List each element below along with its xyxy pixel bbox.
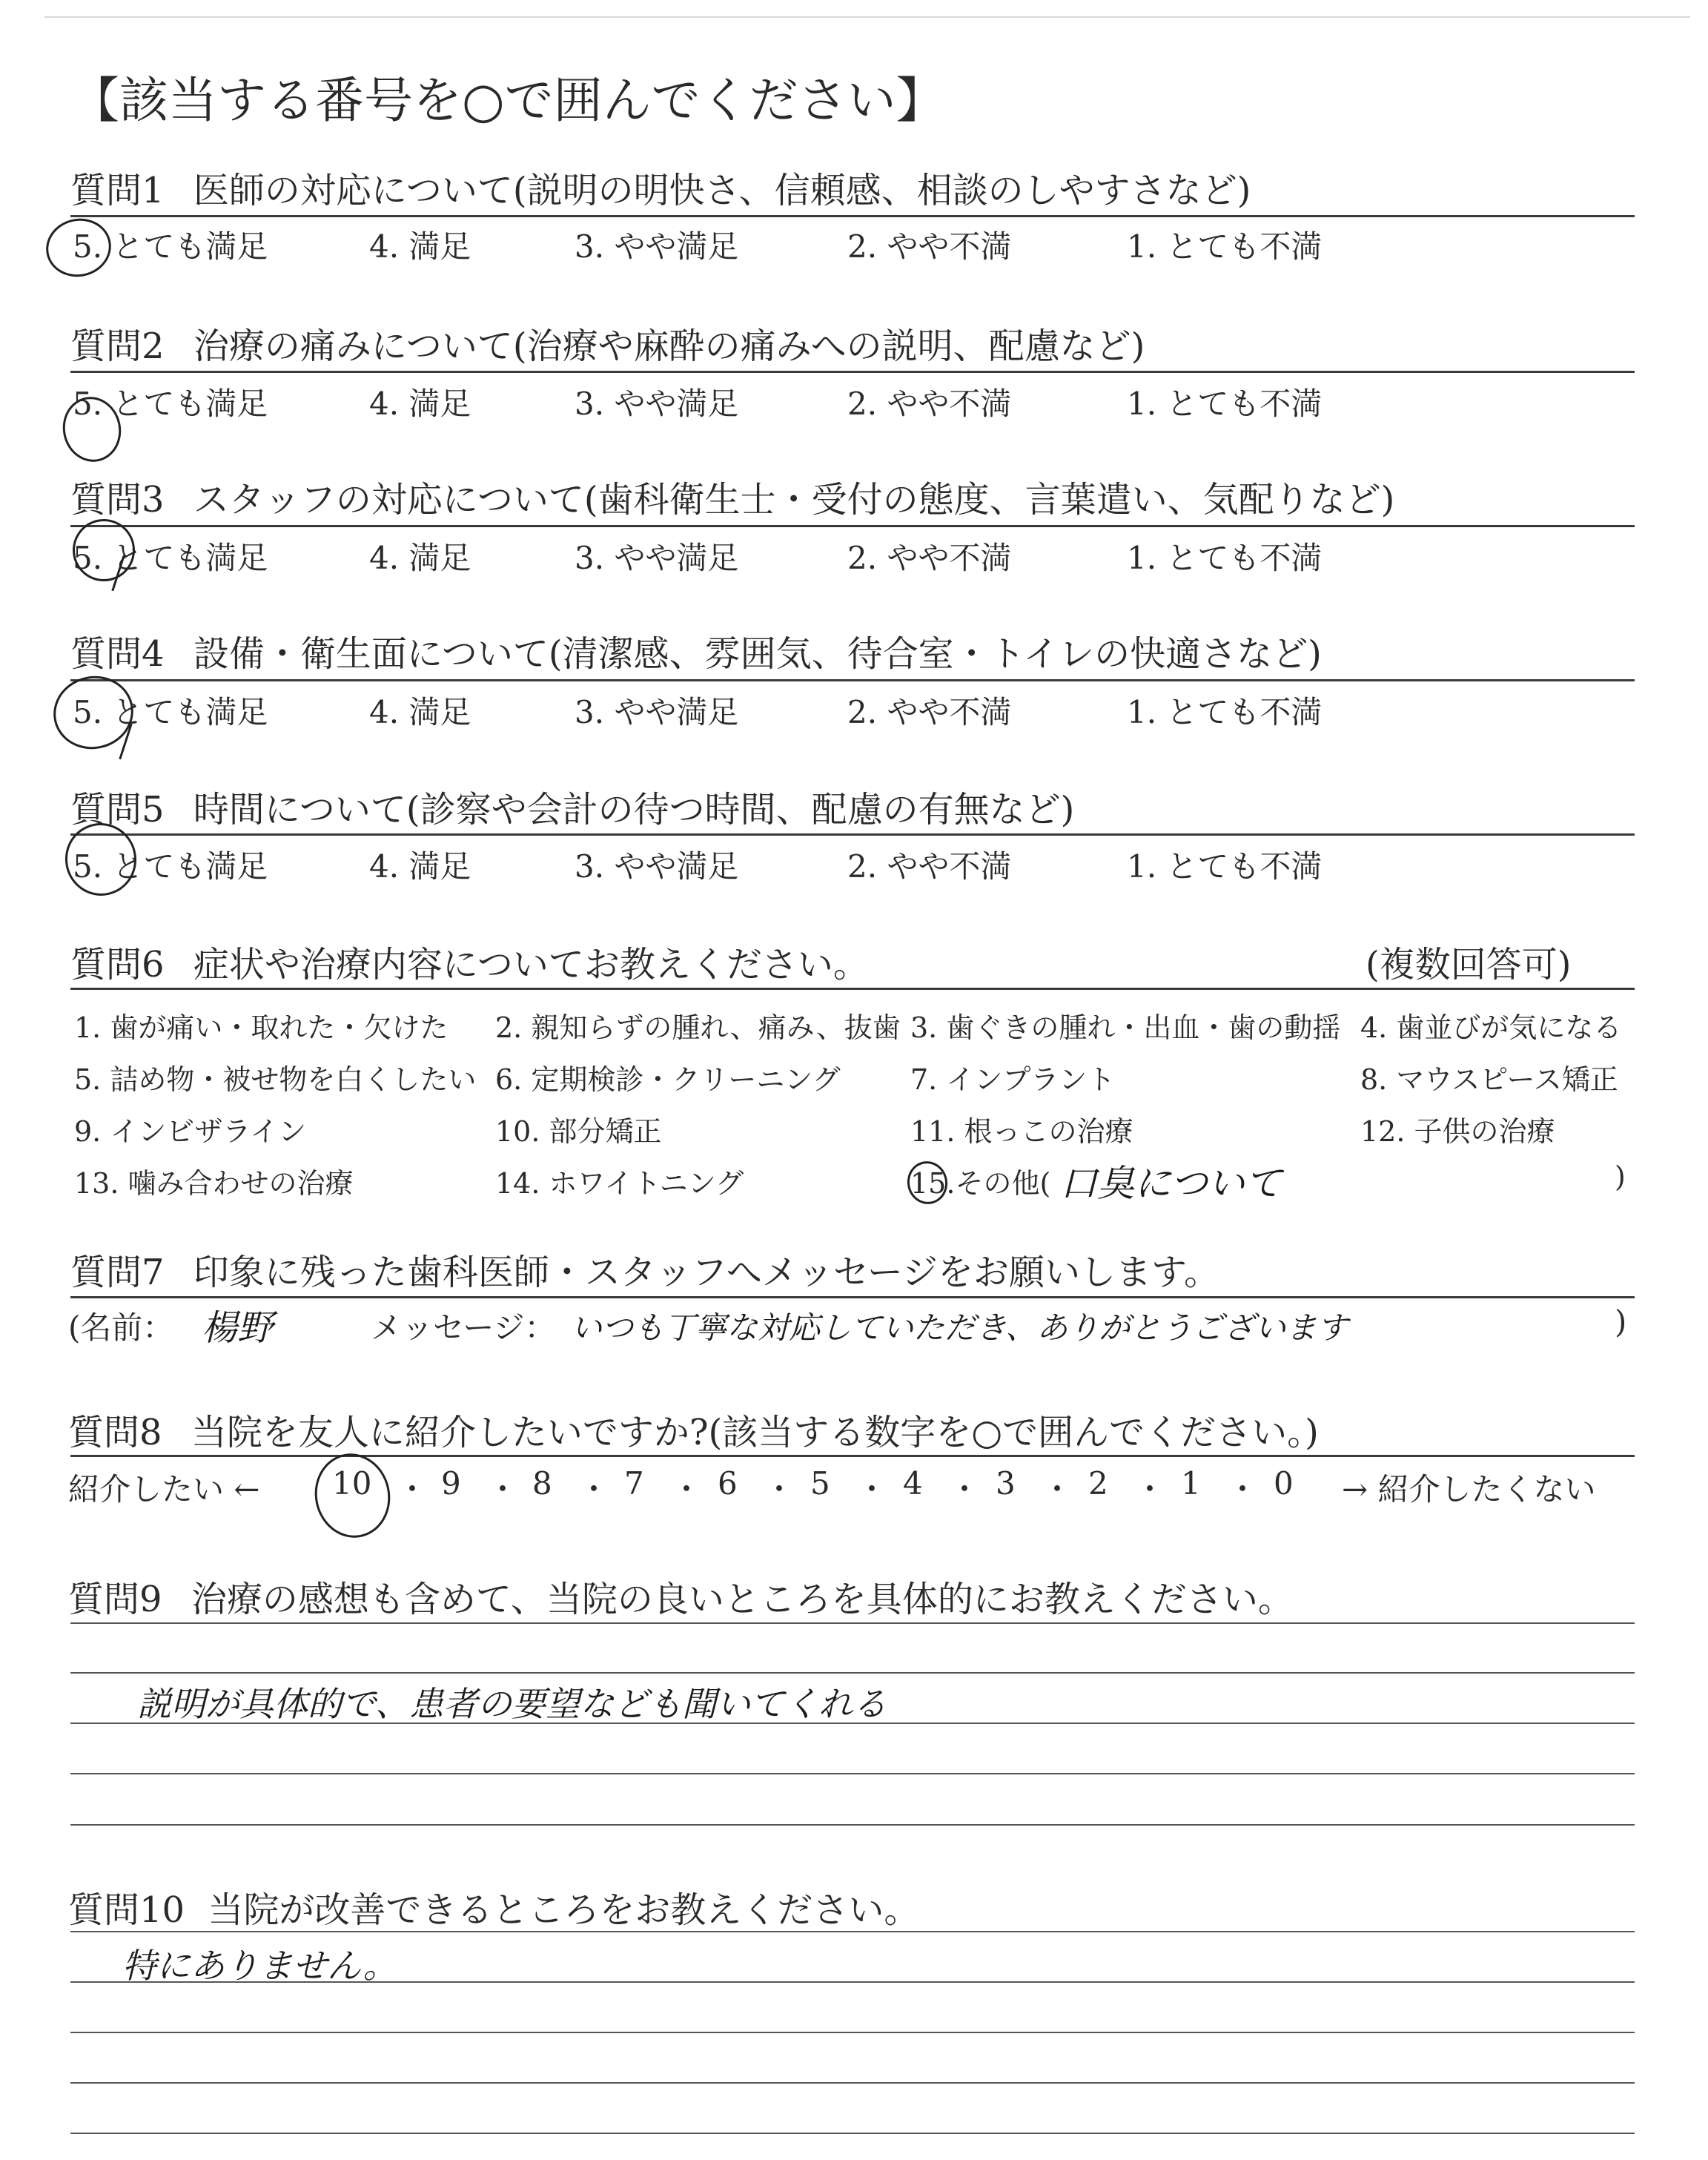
q6-option-14[interactable]: 14. ホワイトニング: [495, 1167, 744, 1200]
q10-label: 質問10: [68, 1889, 185, 1931]
q1-rule: [70, 215, 1635, 217]
q2-option-1[interactable]: 1. とても不満: [1127, 386, 1323, 422]
q9-question: [68, 1571, 1294, 1622]
q4-question: [70, 625, 1322, 676]
q8-separator: ・: [671, 1471, 703, 1507]
q6-option-15-number: 15.: [910, 1167, 956, 1200]
q8-rule: [70, 1455, 1635, 1457]
q5-option-2[interactable]: 2. やや不満: [847, 848, 1012, 885]
q9-writing-line-1: [70, 1622, 1635, 1624]
q3-text: スタッフの対応について(歯科衛生士・受付の態度、言葉遣い、気配りなど): [193, 479, 1395, 521]
q1-option-3[interactable]: 3. やや満足: [575, 228, 739, 265]
q8-score-6[interactable]: 6: [718, 1465, 738, 1502]
q8-text: 当院を友人に紹介したいですか?(該当する数字を○で囲んでください。): [191, 1412, 1319, 1453]
q1-label: 質問1: [70, 170, 165, 211]
q2-rule: [70, 371, 1635, 373]
q9-writing-line-2: [70, 1672, 1635, 1674]
q6-option-1[interactable]: 1. 歯が痛い・取れた・欠けた: [74, 1011, 448, 1044]
q6-other-handwritten-answer[interactable]: 口臭について: [1060, 1162, 1282, 1205]
q6-option-15-label: その他(: [955, 1167, 1051, 1200]
q6-label: 質問6: [70, 944, 165, 985]
q6-option-6[interactable]: 6. 定期検診・クリーニング: [495, 1063, 841, 1096]
q8-separator: ・: [764, 1471, 795, 1507]
q6-option-4[interactable]: 4. 歯並びが気になる: [1360, 1011, 1622, 1044]
q8-separator: ・: [1227, 1471, 1259, 1507]
q8-left-label: 紹介したい ←: [68, 1471, 260, 1507]
q2-option-2[interactable]: 2. やや不満: [847, 386, 1012, 422]
q8-score-1[interactable]: 1: [1181, 1465, 1201, 1502]
q7-label: 質問7: [70, 1252, 165, 1293]
q5-option-3[interactable]: 3. やや満足: [575, 848, 739, 885]
q10-handwritten-answer[interactable]: 特にありません。: [122, 1946, 397, 1986]
q3-question: [70, 471, 1394, 522]
q6-option-5[interactable]: 5. 詰め物・被せ物を白くしたい: [74, 1063, 477, 1096]
q3-option-3[interactable]: 3. やや満足: [575, 540, 739, 576]
q8-separator: ・: [397, 1471, 428, 1507]
q5-rule: [70, 833, 1635, 836]
q5-text: 時間について(診察や会計の待つ時間、配慮の有無など): [193, 789, 1075, 830]
q5-option-4[interactable]: 4. 満足: [369, 848, 471, 885]
q6-option-7[interactable]: 7. インプラント: [910, 1063, 1116, 1096]
q7-name-label: (名前：: [68, 1309, 174, 1346]
q10-writing-line-1: [70, 1931, 1635, 1932]
q8-separator: ・: [1042, 1471, 1073, 1507]
q5-question: [70, 781, 1074, 832]
q2-option-5[interactable]: 5. とても満足: [73, 386, 268, 422]
q2-question: [70, 317, 1145, 369]
q8-score-0[interactable]: 0: [1274, 1465, 1294, 1502]
page-title: 【該当する番号を○で囲んでください】: [70, 72, 945, 129]
q5-option-1[interactable]: 1. とても不満: [1127, 848, 1323, 885]
q9-writing-line-5: [70, 1824, 1635, 1826]
q7-text: 印象に残った歯科医師・スタッフへメッセージをお願いします。: [193, 1252, 1220, 1293]
q2-option-3[interactable]: 3. やや満足: [575, 386, 739, 422]
q1-option-2[interactable]: 2. やや不満: [847, 228, 1012, 265]
q8-score-8[interactable]: 8: [532, 1465, 552, 1502]
q7-rule: [70, 1296, 1635, 1298]
q8-separator: ・: [949, 1471, 981, 1507]
q9-writing-line-4: [70, 1773, 1635, 1774]
q1-option-5[interactable]: 5. とても満足: [73, 228, 268, 265]
q6-text: 症状や治療内容についてお教えください。: [193, 944, 869, 985]
q8-score-9[interactable]: 9: [441, 1465, 461, 1502]
q6-option-3[interactable]: 3. 歯ぐきの腫れ・出血・歯の動揺: [910, 1011, 1341, 1044]
q8-separator: ・: [487, 1471, 519, 1507]
q2-option-4[interactable]: 4. 満足: [369, 386, 471, 422]
q7-question: [70, 1244, 1219, 1295]
q4-option-2[interactable]: 2. やや不満: [847, 694, 1012, 730]
q8-score-7[interactable]: 7: [624, 1465, 644, 1502]
q2-text: 治療の痛みについて(治療や麻酔の痛みへの説明、配慮など): [193, 326, 1145, 367]
q4-option-5[interactable]: 5. とても満足: [73, 694, 268, 730]
q4-option-1[interactable]: 1. とても不満: [1127, 694, 1323, 730]
q7-close-paren: ): [1615, 1304, 1627, 1340]
q6-option-13[interactable]: 13. 噛み合わせの治療: [74, 1167, 354, 1200]
q4-option-3[interactable]: 3. やや満足: [575, 694, 739, 730]
q1-option-1[interactable]: 1. とても不満: [1127, 228, 1323, 265]
q3-option-2[interactable]: 2. やや不満: [847, 540, 1012, 576]
q8-question: [68, 1404, 1319, 1455]
q10-text: 当院が改善できるところをお教えください。: [208, 1889, 920, 1931]
q7-message-label: メッセージ：: [371, 1309, 556, 1346]
q3-option-5[interactable]: 5. とても満足: [73, 540, 268, 576]
q3-option-1[interactable]: 1. とても不満: [1127, 540, 1323, 576]
q1-text: 医師の対応について(説明の明快さ、信頼感、相談のしやすさなど): [193, 170, 1251, 211]
q9-text: 治療の感想も含めて、当院の良いところを具体的にお教えください。: [191, 1579, 1294, 1620]
q8-separator: ・: [578, 1471, 610, 1507]
q7-message-value[interactable]: いつも丁寧な対応していただき、ありがとうございます: [571, 1309, 1348, 1346]
q6-other-close-paren: ): [1615, 1160, 1626, 1193]
q8-score-3[interactable]: 3: [996, 1465, 1016, 1502]
q4-rule: [70, 679, 1635, 681]
q9-handwritten-answer[interactable]: 説明が具体的で、患者の要望なども聞いてくれる: [137, 1684, 887, 1724]
q3-label: 質問3: [70, 479, 165, 521]
q10-writing-line-3: [70, 2032, 1635, 2033]
q3-option-4[interactable]: 4. 満足: [369, 540, 471, 576]
q6-rule: [70, 988, 1635, 990]
q8-right-label: → 紹介したくない: [1342, 1471, 1596, 1507]
q5-option-5[interactable]: 5. とても満足: [73, 848, 268, 885]
q4-option-4[interactable]: 4. 満足: [369, 694, 471, 730]
q10-question: [68, 1881, 919, 1932]
q4-label: 質問4: [70, 633, 165, 675]
q8-score-5[interactable]: 5: [810, 1465, 830, 1502]
q6-question: [70, 936, 869, 987]
q5-label: 質問5: [70, 789, 165, 830]
q9-label: 質問9: [68, 1579, 162, 1620]
q10-writing-line-4: [70, 2082, 1635, 2084]
q10-writing-line-5: [70, 2133, 1635, 2134]
q6-option-2[interactable]: 2. 親知らずの腫れ、痛み、抜歯: [495, 1011, 901, 1044]
q8-handwritten-circle: [307, 1447, 397, 1545]
q3-rule: [70, 525, 1635, 527]
q8-separator: ・: [856, 1471, 888, 1507]
q6-option-9[interactable]: 9. インビザライン: [74, 1115, 307, 1148]
q8-score-4[interactable]: 4: [903, 1465, 923, 1502]
q1-option-4[interactable]: 4. 満足: [369, 228, 471, 265]
q8-label: 質問8: [68, 1412, 162, 1453]
q8-separator: ・: [1134, 1471, 1166, 1507]
q4-text: 設備・衛生面について(清潔感、雰囲気、待合室・トイレの快適さなど): [193, 633, 1322, 675]
q1-question: [70, 162, 1251, 213]
q2-label: 質問2: [70, 326, 165, 367]
q6-option-8[interactable]: 8. マウスピース矯正: [1360, 1063, 1618, 1096]
q7-name-value[interactable]: 楊野: [202, 1307, 274, 1349]
q8-score-2[interactable]: 2: [1088, 1465, 1108, 1502]
top-edge-line: [44, 16, 1690, 18]
q8-score-10[interactable]: 10: [332, 1465, 372, 1502]
q6-option-10[interactable]: 10. 部分矯正: [495, 1115, 662, 1148]
q6-option-12[interactable]: 12. 子供の治療: [1360, 1115, 1555, 1148]
q6-note: (複数回答可): [1366, 944, 1572, 985]
q6-option-11[interactable]: 11. 根っこの治療: [910, 1115, 1133, 1148]
